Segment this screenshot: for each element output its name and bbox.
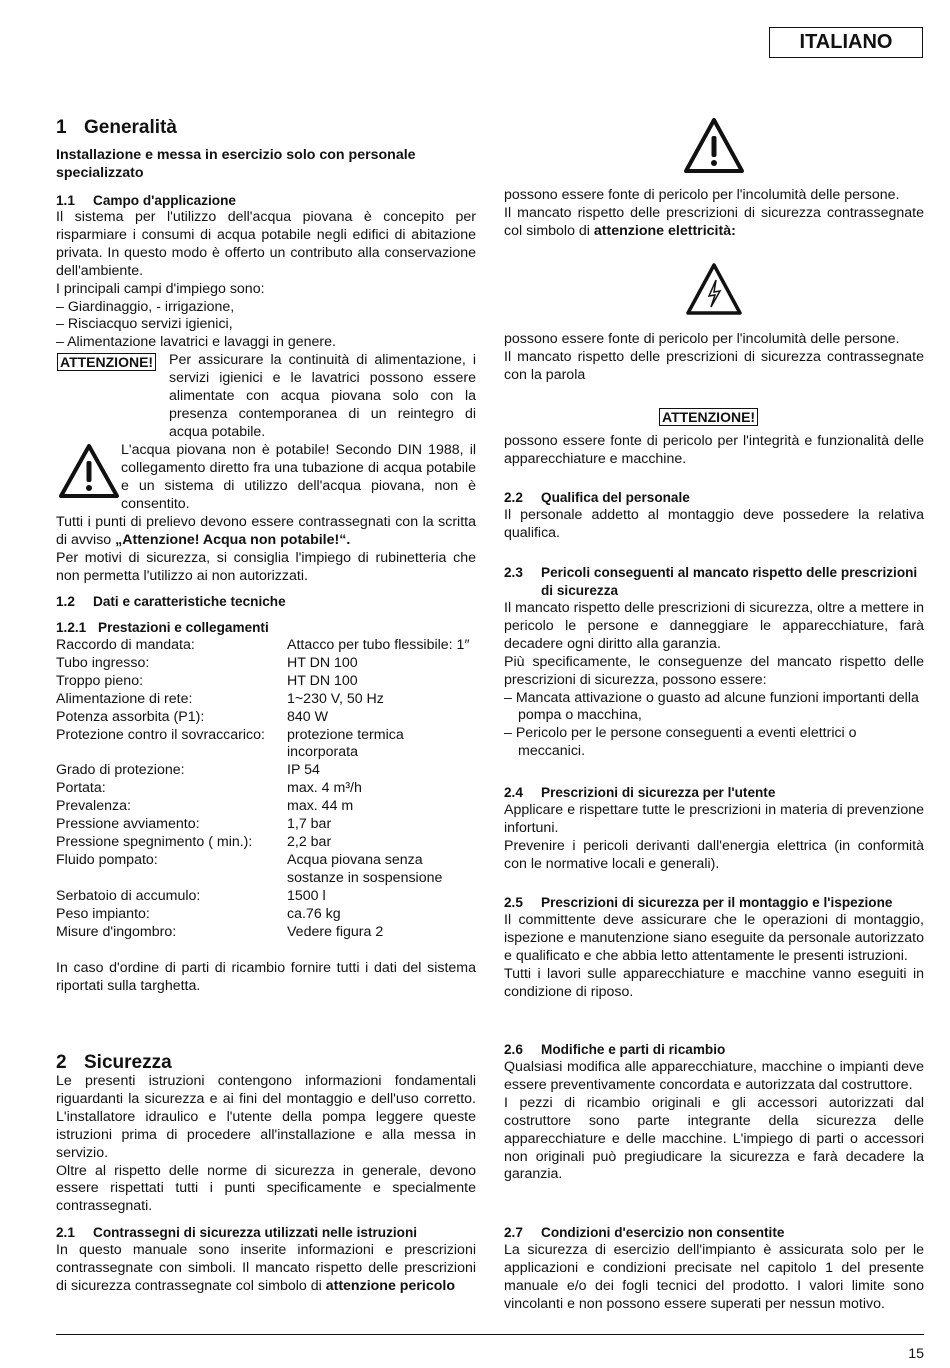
spec-value: protezione termica incorporata [287, 726, 404, 761]
paragraph: Qualsiasi modifica alle apparecchiature, macchine o impianti deve essere preventivamente concordata e autorizzata dal costruttore. [504, 1059, 924, 1093]
section-2-body [56, 1073, 476, 1216]
paragraph: Tutti i lavori sulle apparecchiature e macchine vanno eseguiti in condizione di riposo. [504, 965, 924, 1000]
spec-value: HT DN 100 [287, 672, 358, 689]
spec-label: Pressione spegnimento ( min.): [56, 833, 253, 850]
spec-row [56, 637, 476, 655]
paragraph: Il mancato rispetto delle prescrizioni di sicurezza contrassegnate con la parola [504, 348, 924, 383]
paragraph: Il committente deve assicurare che le operazioni di montaggio, ispezione e manutenzione siano eseguite da personale autorizzato e qualificato e che abbia letto attentamente le presenti istruzioni. [504, 912, 924, 964]
spec-label: Alimentazione di rete: [56, 690, 193, 707]
paragraph: I pezzi di ricambio originali e gli accessori autorizzati dal costruttore sono parte integrante della sicurezza delle apparecchiature e delle macchine. L'impiego di parti o accessori non originali può pregiudicare la sicurezza e farà decadere la garanzia. [504, 1094, 924, 1183]
spec-row [56, 834, 476, 852]
specs-table [56, 637, 476, 941]
spec-label: Serbatoio di accumulo: [56, 887, 201, 904]
heading-2-5: 2.5 Prescrizioni di sicurezza per il montaggio e l'ispezione [504, 895, 893, 910]
paragraph: Il personale addetto al montaggio deve possedere la relativa qualifica. [504, 507, 924, 541]
attention-badge: ATTENZIONE! [659, 408, 758, 428]
paragraph: Prevenire i pericoli derivanti dall'energia elettrica (in conformità con le normative locali e generali). [504, 837, 924, 872]
spec-label: Raccordo di mandata: [56, 637, 195, 653]
paragraph: Per motivi di sicurezza, si consiglia l'impiego di rubinetteria che non permetta l'utilizzo ai non autorizzati. [56, 549, 476, 584]
heading-2-1: 2.1 Contrassegni di sicurezza utilizzati nelle istruzioni [56, 1225, 418, 1240]
spec-label: Portata: [56, 780, 106, 797]
paragraph: Oltre al rispetto delle norme di sicurezza in generale, devono essere rispettati tutti i punti specificamente e specialmente contrassegnati. [56, 1162, 476, 1215]
spec-value: Vedere figura 2 [287, 923, 384, 940]
spec-label: Grado di protezione: [56, 762, 185, 779]
heading-1-1: 1.1 Campo d'applicazione [56, 193, 236, 208]
spec-row [56, 816, 476, 834]
spec-value: 1~230 V, 50 Hz [287, 690, 384, 707]
heading-2-4: 2.4 Prescrizioni di sicurezza per l'utente [504, 785, 776, 800]
paragraph: Più specificamente, le conseguenze del mancato rispetto delle prescrizioni di sicurezza, possono essere: [504, 653, 924, 688]
symbol-explanations-2 [504, 331, 924, 385]
spec-label: Peso impianto: [56, 905, 150, 922]
spec-row [56, 709, 476, 727]
list-item: – Mancata attivazione o guasto ad alcune funzioni importanti della pompa o macchina, [504, 690, 924, 726]
intro-note: Installazione e messa in esercizio solo con personale specializzato [56, 147, 416, 181]
section-title: Generalità [84, 117, 177, 138]
spec-value: max. 44 m [287, 798, 354, 815]
footer-divider [56, 1334, 924, 1335]
list-item: – Risciacquo servizi igienici, [56, 316, 476, 334]
section-1-1-body [56, 209, 476, 352]
section-2-5-body [504, 912, 924, 1002]
attention-badge: ATTENZIONE! [57, 353, 156, 373]
spec-value: 1,7 bar [287, 816, 332, 833]
danger-triangle-icon [683, 117, 745, 174]
spec-label: Troppo pieno: [56, 672, 144, 689]
spec-value: 840 W [287, 708, 329, 725]
spec-row [56, 906, 476, 924]
section-1-1-footer [56, 514, 476, 586]
spec-value: IP 54 [287, 762, 320, 779]
heading-2-6: 2.6 Modifiche e parti di ricambio [504, 1042, 726, 1057]
paragraph: possono essere fonte di pericolo per l'incolumità delle persone. [504, 331, 900, 347]
heading-1-2: 1.2 Dati e caratteristiche tecniche [56, 594, 286, 609]
paragraph: I principali campi d'impiego sono: [56, 280, 265, 297]
paragraph: In questo manuale sono inserite informazioni e prescrizioni contrassegnate con simboli. Il mancato rispetto delle prescrizioni di sicurezza contrassegnate col simbolo di attenzione pericolo [56, 1242, 476, 1294]
section-number: 1 [56, 117, 67, 138]
paragraph: possono essere fonte di pericolo per l'integrità e funzionalità delle apparecchiature e macchine. [504, 433, 924, 467]
spec-label: Misure d'ingombro: [56, 923, 177, 940]
spec-label: Prevalenza: [56, 798, 131, 815]
spec-label: Tubo ingresso: [56, 654, 150, 671]
paragraph: Il mancato rispetto delle prescrizioni di sicurezza contrassegnate col simbolo di attenzione elettricità: [504, 204, 924, 239]
spec-value: Acqua piovana senza sostanze in sospensione [287, 851, 443, 886]
heading-2-3: 2.3 Pericoli conseguenti al mancato rispetto delle prescrizioni di sicurezza [504, 565, 918, 598]
section-2-6-body [504, 1059, 924, 1184]
spec-value: 2,2 bar [287, 833, 332, 850]
spec-row [56, 888, 476, 906]
spec-row [56, 673, 476, 691]
usage-list [56, 299, 476, 353]
warning-text: L'acqua piovana non è potabile! Secondo DIN 1988, il collegamento diretto fra una tubazione di acqua potabile e un sistema di utilizzo dell'acqua piovana, non è consentito. [121, 442, 476, 512]
heading-2-7: 2.7 Condizioni d'esercizio non consentite [504, 1225, 785, 1240]
paragraph: Il mancato rispetto delle prescrizioni di sicurezza, oltre a mettere in pericolo le persone e danneggiare le apparecchiature, farà decadere ogni diritto alla garanzia. [504, 600, 924, 652]
page-number: 15 [908, 1346, 924, 1362]
spec-label: Protezione contro il sovraccarico: [56, 726, 265, 743]
electricity-warning-icon [685, 262, 743, 316]
list-item: – Alimentazione lavatrici e lavaggi in genere. [56, 334, 476, 352]
heading-1-2-1: 1.2.1 Prestazioni e collegamenti [56, 620, 269, 635]
paragraph: possono essere fonte di pericolo per l'incolumità delle persone. [504, 187, 900, 203]
spec-label: Pressione avviamento: [56, 816, 200, 833]
list-item: – Pericolo per le persone conseguenti a eventi elettrici o meccanici. [504, 725, 924, 761]
language-label: ITALIANO [769, 27, 923, 58]
spec-row [56, 852, 476, 888]
paragraph: Tutti i punti di prelievo devono essere contrassegnati con la scritta di avviso „Attenzione! Acqua non potabile!“. [56, 514, 476, 548]
spec-row [56, 691, 476, 709]
list-item: – Giardinaggio, - irrigazione, [56, 299, 476, 317]
warning-triangle-icon [58, 443, 120, 499]
spec-value: max. 4 m³/h [287, 780, 362, 797]
spec-value: HT DN 100 [287, 654, 358, 671]
spec-row [56, 762, 476, 780]
section-2-heading: 2 Sicurezza [56, 1052, 172, 1073]
spec-label: Potenza assorbita (P1): [56, 708, 205, 725]
spec-row [56, 655, 476, 673]
spec-value: Attacco per tubo flessibile: 1″ [287, 637, 470, 653]
paragraph: Applicare e rispettare tutte le prescrizioni in materia di prevenzione infortuni. [504, 802, 924, 836]
spec-row [56, 780, 476, 798]
heading-2-2: 2.2 Qualifica del personale [504, 490, 690, 505]
spec-row [56, 798, 476, 816]
spec-row [56, 727, 476, 763]
spec-value: ca.76 kg [287, 905, 341, 922]
paragraph: Il sistema per l'utilizzo dell'acqua piovana è concepito per risparmiare i consumi di acqua potabile negli edifici di abitazione privata. In questo modo è offerto un contributo alla conservazione dell'ambiente. [56, 209, 476, 279]
attention-text: Per assicurare la continuità di alimentazione, i servizi igienici e le lavatrici possono essere alimentate con acqua piovana solo con la presenza contemporanea di un reintegro di acqua potabile. [169, 352, 476, 440]
spare-parts-note: In caso d'ordine di parti di ricambio fornire tutti i dati del sistema riportati sulla targhetta. [56, 960, 476, 994]
spec-value: 1500 l [287, 887, 326, 904]
spec-row [56, 924, 476, 942]
symbol-explanations [504, 187, 924, 241]
spec-label: Fluido pompato: [56, 851, 158, 868]
section-2-3-body [504, 600, 924, 761]
section-2-4-body [504, 802, 924, 874]
paragraph: Le presenti istruzioni contengono informazioni fondamentali riguardanti la sicurezza e ai fini del montaggio e dell'uso corretto. L'installatore idraulico e l'utente della pompa leggere queste istruzioni prima di procedere all'installazione e alla messa in servizio. [56, 1073, 476, 1161]
section-1-heading [56, 117, 476, 139]
paragraph: La sicurezza di esercizio dell'impianto è assicurata solo per le applicazioni e condizioni precisate nel capitolo 1 del presente manuale e/o dei fogli tecnici del prodotto. I valori limite sono vincolanti e non possono essere superati per nessun motivo. [504, 1242, 924, 1312]
